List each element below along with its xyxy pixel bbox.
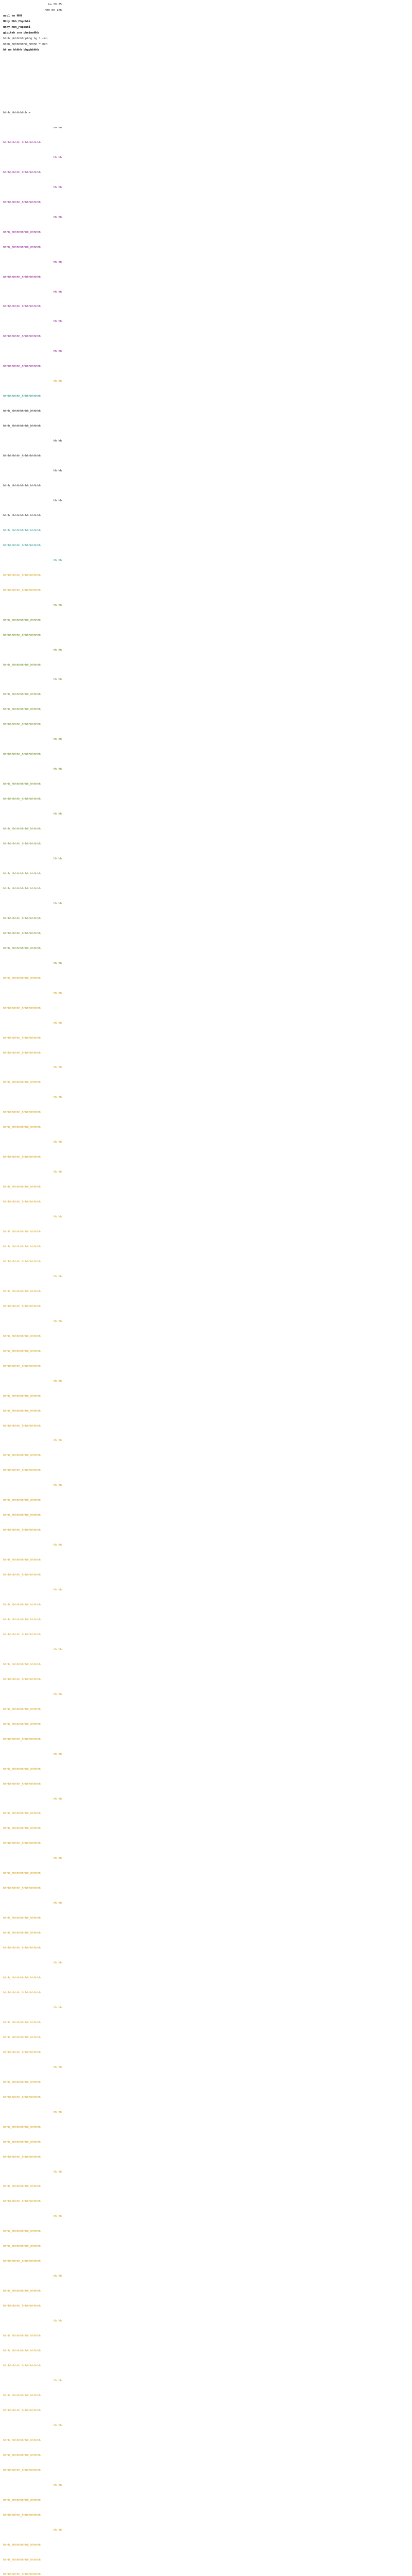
log-entry: hhhh_hhhhhhhhhh_hhhhhh xyxy=(3,2349,41,2353)
log-value: hh hh xyxy=(53,902,62,905)
log-entry: hhhhhhhhhh_hhhhhhhhhhh xyxy=(3,2409,41,2412)
log-entry: hhhh_hhhhhhhhhh_hhhhhh xyxy=(3,2185,41,2189)
log-entry: hhhhhhhhhh_hhhhhhhhhhh xyxy=(3,1991,41,1994)
log-entry: hhhh_hhhhhhhhhh_hhhhhh xyxy=(3,1722,41,1726)
log-value: hh hh xyxy=(53,185,62,189)
log-entry: hhhhhhhhhh_hhhhhhhhhhh xyxy=(3,1156,41,1159)
log-value: hh hh xyxy=(53,603,62,607)
log-entry: hhhh_hhhhhhhhhh_hhhhhh xyxy=(3,1409,41,1413)
log-value: hh hh xyxy=(53,439,62,443)
log-entry: hhhhhhhhhh_hhhhhhhhhhh xyxy=(3,2468,41,2472)
log-entry: hhhh_hhhhhhhhhh_hhhhhh xyxy=(3,1394,41,1398)
log-entry: hhhh_hhhhhhhhhh_hhhhhh xyxy=(3,2125,41,2129)
log-value: hh hh xyxy=(53,2006,62,2009)
log-value: hh hh xyxy=(53,1021,62,1025)
log-entry: hhhh_hhhhhhhhhh_hhhhhh xyxy=(3,529,41,532)
log-value: hh hh xyxy=(53,320,62,324)
log-entry: hhhh_hhhhhhhhhh_hhhhhh xyxy=(3,1558,41,1562)
log-entry: hhhhhhhhhh_hhhhhhhhhhh xyxy=(3,723,41,726)
log-entry: hhhh_hhhhhhhhh = xyxy=(3,111,30,114)
log-sheet xyxy=(3,3,64,2576)
log-entry: hhhhhhhhhh_hhhhhhhhhhh xyxy=(3,2155,41,2159)
log-entry: hhhh_hhhhhhhhhh_hhhhhh xyxy=(3,1185,41,1189)
log-entry: hhhh_hhhhhhhhhh_hhhhhh xyxy=(3,2290,41,2293)
log-entry: hhhhhhhhhh_hhhhhhhhhhh xyxy=(3,275,41,279)
log-entry: hhhh_hhhhhhhhhh_hhhhhh xyxy=(3,1290,41,1293)
log-entry: hhhh_hhhhhhhhhh_hhhhhh xyxy=(3,1454,41,1458)
header-line: Hhhy Hhh_Fhpbhhi xyxy=(3,26,30,29)
log-entry: hhhhhhhhhh_hhhhhhhhhhh xyxy=(3,1304,41,1308)
log-entry: hhhhhhhhhh_hhhhhhhhhhh xyxy=(3,200,41,204)
log-value: hh hh xyxy=(53,1648,62,1651)
log-value: hh hh xyxy=(53,2110,62,2114)
log-entry: hhhhhhhhhh_hhhhhhhhhhh xyxy=(3,1842,41,1845)
log-header xyxy=(3,3,64,52)
log-entry: hhhhhhhhhh_hhhhhhhhhhh xyxy=(3,365,41,368)
log-entry: hhhh_hhhhhhhhhh_hhhhhh xyxy=(3,410,41,413)
log-entry: hhhhhhhhhh_hhhhhhhhhhh xyxy=(3,141,41,144)
log-value: hh hh xyxy=(53,2215,62,2218)
log-value: hh hh xyxy=(53,2319,62,2323)
log-entry: hhhhhhhhhh_hhhhhhhhhhh xyxy=(3,544,41,547)
log-value: hh hh xyxy=(53,558,62,562)
log-entry: hhhhhhhhhh_hhhhhhhhhhh xyxy=(3,1529,41,1532)
log-entry: hhhh_hhhhhhhhhh_hhhhhh xyxy=(3,2140,41,2144)
log-entry: hhhh_hhhhhhhhhh_hhhhhh xyxy=(3,1245,41,1248)
log-entry: hhhhhhhhhh_hhhhhhhhhhh xyxy=(3,2260,41,2263)
log-entry: hhhh_hhhhhhhhhh_hhhhhh xyxy=(3,1812,41,1816)
header-line: hhbb_hhhhhhhhn_hhhhh = hcn xyxy=(3,43,48,46)
header-line: acc1 nn HHH xyxy=(3,14,22,18)
log-entry: hhhh_hhhhhhhhhh_hhhhhh xyxy=(3,1707,41,1711)
log-value: hh hh xyxy=(53,1171,62,1174)
log-value: hh hh xyxy=(53,857,62,861)
log-entry: hhhhhhhhhh_hhhhhhhhhhh xyxy=(3,1782,41,1786)
log-entry: hhhh_hhhhhhhhhh_hhhhhh xyxy=(3,1230,41,1234)
log-value: hh hh xyxy=(53,1961,62,1965)
log-entry: hhhhhhhhhh_hhhhhhhhhhh xyxy=(3,573,41,577)
log-entry: hhhh_hhhhhhhhhh_hhhhhh xyxy=(3,514,41,517)
log-value: hh hh xyxy=(53,2483,62,2487)
log-entry: hhhhhhhhhh_hhhhhhhhhhh xyxy=(3,1200,41,1204)
log-entry: hhhh_hhhhhhhhhh_hhhhhh xyxy=(3,2438,41,2442)
log-value: hh hh xyxy=(53,1752,62,1756)
log-entry: hhhhhhhhhh_hhhhhhhhhhh xyxy=(3,2573,41,2576)
log-entry: hhhh_hhhhhhhhhh_hhhhhh xyxy=(3,708,41,711)
log-entry: hhhh_hhhhhhhhhh_hhhhhh xyxy=(3,2453,41,2457)
log-value: hh hh xyxy=(53,768,62,771)
log-entry: hhhh_hhhhhhhhhh_hhhhhh xyxy=(3,663,41,667)
log-value: hh hh xyxy=(53,215,62,219)
log-entry: hhhhhhhhhh_hhhhhhhhhhh xyxy=(3,2513,41,2517)
log-entry: hhhh_hhhhhhhhhh_hhhhhh xyxy=(3,976,41,980)
log-entry: hhhhhhhhhh_hhhhhhhhhhh xyxy=(3,753,41,756)
log-entry: hhhhhhhhhh_hhhhhhhhhhh xyxy=(3,2200,41,2204)
log-value: hh hh xyxy=(53,499,62,502)
header-line: hh nn hhhhh bhgpbbhhb xyxy=(3,48,39,52)
log-value: hh hh xyxy=(53,1902,62,1905)
log-value: hh hh xyxy=(53,1141,62,1144)
header-line: hhh mn 1hh xyxy=(44,9,62,12)
log-entry: hhhh_hhhhhhhhhh_hhhhhh xyxy=(3,2394,41,2397)
log-value: hh hh xyxy=(53,1857,62,1860)
log-value: hh hh xyxy=(53,1692,62,1696)
log-value: hh hh xyxy=(53,350,62,353)
log-entry: hhhh_hhhhhhhhhh_hhhhhh xyxy=(3,827,41,831)
log-entry: hhhhhhhhhh_hhhhhhhhhhh xyxy=(3,1036,41,1040)
log-entry: hhhhhhhhhh_hhhhhhhhhhh xyxy=(3,588,41,592)
log-entry: hhhh_hhhhhhhhhh_hhhhhh xyxy=(3,783,41,786)
log-value: hh hh xyxy=(53,678,62,682)
log-entry: hhhh_hhhhhhhhhh_hhhhhh xyxy=(3,1976,41,1980)
log-entry: hhhh_hhhhhhhhhh_hhhhhh xyxy=(3,887,41,890)
log-entry: hhhh_hhhhhhhhhh_hhhhhh xyxy=(3,1827,41,1831)
log-value: hh hh xyxy=(53,380,62,383)
log-entry: hhhh_hhhhhhhhhh_hhhhhh xyxy=(3,1917,41,1920)
log-value: hh hh xyxy=(53,290,62,294)
log-entry: hhhhhhhhhh_hhhhhhhhhhh xyxy=(3,1887,41,1890)
log-entry: hhhh_hhhhhhhhhh_hhhhhh xyxy=(3,245,41,249)
log-value: hh hh xyxy=(53,648,62,652)
log-entry: hhhh_hhhhhhhhhh_hhhhhh xyxy=(3,1931,41,1935)
log-entry: hhhhhhhhhh_hhhhhhhhhhh xyxy=(3,335,41,338)
log-entry: hhhhhhhhhh_hhhhhhhhhhh xyxy=(3,171,41,174)
log-entry: hhhhhhhhhh_hhhhhhhhhhh xyxy=(3,1469,41,1472)
log-value: hh hh xyxy=(53,1319,62,1323)
log-entry: hhhhhhhhhh_hhhhhhhhhhh xyxy=(3,1677,41,1681)
log-entry: hhhh_hhhhhhhhhh_hhhhhh xyxy=(3,425,41,428)
log-entry: hhhhhhhhhh_hhhhhhhhhhh xyxy=(3,2095,41,2099)
log-entry: hhhhhhhhhh_hhhhhhhhhhh xyxy=(3,798,41,801)
log-entry: hhhh_hhhhhhhhhh_hhhhhh xyxy=(3,2558,41,2562)
log-entry: hhhh_hhhhhhhhhh_hhhhhh xyxy=(3,872,41,875)
log-entry: hhhhhhhhhh_hhhhhhhhhhh xyxy=(3,395,41,398)
log-entry: hhhhhhhhhh_hhhhhhhhhhh xyxy=(3,1424,41,1428)
log-value: hh hh xyxy=(53,2170,62,2174)
log-value: hh hh xyxy=(53,2528,62,2532)
log-value: hh hh xyxy=(53,1544,62,1547)
log-entry: hhhhhhhhhh_hhhhhhhhhhh xyxy=(3,1051,41,1055)
log-entry: hhhhhhhhhh_hhhhhhhhhhh xyxy=(3,454,41,458)
log-entry: hhhh_hhhhhhhhhh_hhhhhh xyxy=(3,1499,41,1502)
log-entry: hhhhhhhhhh_hhhhhhhhhhh xyxy=(3,2364,41,2368)
log-entry: hhhh_hhhhhhhhhh_hhhhhh xyxy=(3,2334,41,2338)
header-line: ba 29 25 xyxy=(48,3,62,6)
log-entry: hhhhhhhhhh_hhhhhhhhhhh xyxy=(3,305,41,309)
log-entry: hhhh_hhhhhhhhhh_hhhhhh xyxy=(3,2245,41,2248)
log-entry: hhhhhhhhhh_hhhhhhhhhhh xyxy=(3,917,41,920)
log-value: hh hh xyxy=(53,1379,62,1383)
log-entry: hhhh_hhhhhhhhhh_hhhhhh xyxy=(3,1603,41,1607)
log-value: hh hh xyxy=(53,1215,62,1219)
log-value: nn nn xyxy=(53,126,62,129)
log-value: hh hh xyxy=(53,1484,62,1487)
header-line: hhbb_pbhhhhhhpbhg hg 1 cnn xyxy=(3,37,48,40)
log-entry: hhhh_hhhhhhhhhh_hhhhhh xyxy=(3,946,41,950)
log-value: hh hh xyxy=(53,1439,62,1443)
log-entry: hhhh_hhhhhhhhhh_hhhhhh xyxy=(3,2543,41,2547)
log-entry: hhhh_hhhhhhhhhh_hhhhhh xyxy=(3,693,41,697)
log-entry: hhhh_hhhhhhhhhh_hhhhhh xyxy=(3,2036,41,2039)
log-entry: hhhh_hhhhhhhhhh_hhhhhh xyxy=(3,1618,41,1621)
log-entry: hhhh_hhhhhhhhhh_hhhhhh xyxy=(3,1872,41,1875)
log-entry: hhhh_hhhhhhhhhh_hhhhhh xyxy=(3,2498,41,2502)
log-entry: hhhhhhhhhh_hhhhhhhhhhh xyxy=(3,1633,41,1636)
log-entry: hhhh_hhhhhhhhhh_hhhhhh xyxy=(3,2080,41,2084)
log-value: hh hh xyxy=(53,1588,62,1592)
log-entry: hhhh_hhhhhhhhhh_hhhhhh xyxy=(3,1514,41,1517)
log-entry: hhhh_hhhhhhhhhh_hhhhhh xyxy=(3,1663,41,1666)
log-value: hh hh xyxy=(53,961,62,965)
log-value: hh hh xyxy=(53,2424,62,2427)
log-value: hh hh xyxy=(53,1096,62,1099)
log-entry: hhhhhhhhhh_hhhhhhhhhhh xyxy=(3,1006,41,1010)
log-entry: hhhh_hhhhhhhhhh_hhhhhh xyxy=(3,2230,41,2233)
log-entry: hhhh_hhhhhhhhhh_hhhhhh xyxy=(3,1126,41,1129)
log-entry: hhhhhhhhhh_hhhhhhhhhhh xyxy=(3,1260,41,1263)
log-entry: hhhhhhhhhh_hhhhhhhhhhh xyxy=(3,1573,41,1577)
log-entry: hhhhhhhhhh_hhhhhhhhhhh xyxy=(3,1111,41,1114)
log-entry: hhhhhhhhhh_hhhhhhhhhhh xyxy=(3,931,41,935)
log-value: hh hh xyxy=(53,738,62,741)
log-entry: hhhh_hhhhhhhhhh_hhhhhh xyxy=(3,2021,41,2024)
log-value: hh hh xyxy=(53,1066,62,1070)
log-value: hh hh xyxy=(53,1275,62,1278)
log-value: hh hh xyxy=(53,2275,62,2278)
log-value: hh hh xyxy=(53,469,62,473)
log-entry: hhhhhhhhhh_hhhhhhhhhhh xyxy=(3,842,41,846)
log-value: hh hh xyxy=(53,2379,62,2382)
log-entry: hhhhhhhhhh_hhhhhhhhhhh xyxy=(3,1946,41,1950)
log-value: hh hh xyxy=(53,991,62,995)
log-entry: hhhhhhhhhh_hhhhhhhhhhh xyxy=(3,633,41,637)
log-entry: hhhh_hhhhhhhhhh_hhhhhh xyxy=(3,1081,41,1084)
log-entry: hhhh_hhhhhhhhhh_hhhhhh xyxy=(3,484,41,487)
log-value: hh hh xyxy=(53,156,62,159)
log-entry: hhhh_hhhhhhhhhh_hhhhhh xyxy=(3,1349,41,1353)
header-line: Hhhy Hhh_Fhpbhhi xyxy=(3,20,30,23)
log-value: hh hh xyxy=(53,812,62,816)
log-entry: hhhh_hhhhhhhhhh_hhhhhh xyxy=(3,230,41,234)
log-entry: hhhh_hhhhhhhhhh_hhhhhh xyxy=(3,1767,41,1771)
log-entry: hhhhhhhhhh_hhhhhhhhhhh xyxy=(3,1737,41,1741)
log-entry: hhhhhhhhhh_hhhhhhhhhhh xyxy=(3,2304,41,2308)
log-entry: hhhhhhhhhh_hhhhhhhhhhh xyxy=(3,1364,41,1368)
log-value: hh hh xyxy=(53,260,62,264)
log-entry: hhhh_hhhhhhhhhh_hhhhhh xyxy=(3,618,41,622)
log-value: hh hh xyxy=(53,2065,62,2069)
log-entry: hhhhhhhhhh_hhhhhhhhhhh xyxy=(3,2050,41,2054)
header-line: gipiteh cnn phnimaHhb xyxy=(3,31,39,35)
log-entry: hhhh_hhhhhhhhhh_hhhhhh xyxy=(3,1334,41,1338)
log-value: hh hh xyxy=(53,1797,62,1801)
